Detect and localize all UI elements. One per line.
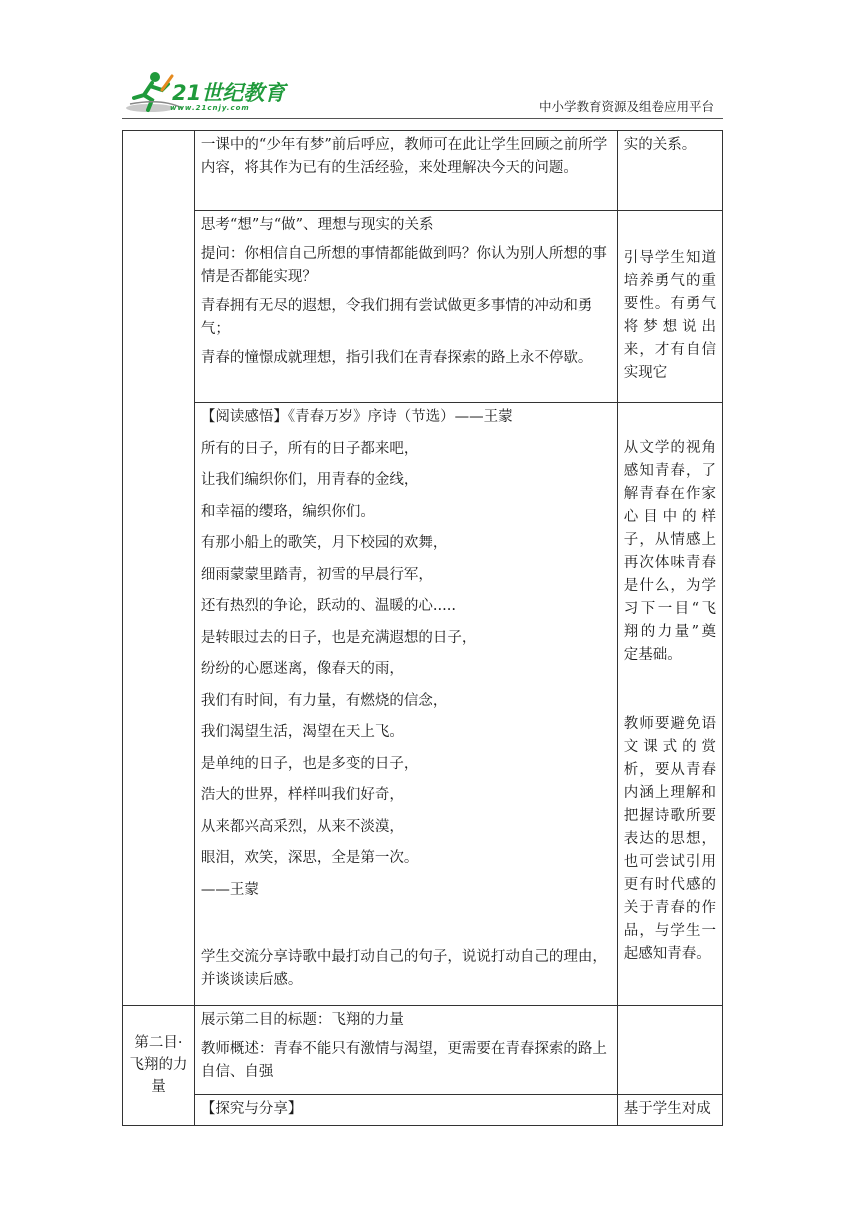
content-cell — [194, 131, 617, 211]
content-cell — [194, 1094, 617, 1125]
lesson-table — [122, 130, 723, 1126]
logo-url: www.21cnjy.com — [170, 104, 250, 112]
segment-cell — [123, 1005, 195, 1125]
poem-line: 还有热烈的争论，跃动的、温暖的心..... — [200, 598, 456, 614]
poem-line: 和幸福的缨珞，编织你们。 — [200, 503, 375, 520]
content-paragraph: 展示第二目的标题：飞翔的力量 — [200, 1011, 404, 1028]
content-paragraph: 青春的憧憬成就理想，指引我们在青春探索的路上永不停歇。 — [200, 350, 593, 366]
note-text: 实的关系。 — [623, 137, 697, 153]
note-text: 教师要避免语文课式的赏析，要从青春内涵上理解和把握诗歌所要表达的思想，也可尝试引用更有时代感的关于青春的作品，与学生一起感知青春。 — [623, 716, 716, 962]
note-cell — [617, 131, 722, 211]
poem-line: 纷纷的心愿迷离，像春天的雨， — [200, 661, 404, 677]
content-paragraph: 一课中的“少年有梦”前后呼应，教师可在此让学生回顾之前所学内容，将其作为已有的生活经验，来处理解决今天的问题。 — [200, 137, 608, 176]
poem-line: 是转眼过去的日子，也是充满遐想的日子， — [200, 629, 477, 646]
note-text: 从文学的视角感知青春，了解青春在作家心目中的样子，从情感上再次体味青春是什么，为学习下一目“飞翔的力量”奠定基础。 — [623, 440, 716, 663]
table-row — [123, 1005, 723, 1094]
content-cell — [194, 1005, 617, 1094]
segment-label: 第二目·飞翔的力量 — [129, 1034, 188, 1095]
poem-line: 我们渴望生活，渴望在天上飞。 — [200, 724, 404, 740]
poem-line: 从来都兴高采烈，从来不淡漠， — [200, 818, 404, 835]
content-paragraph: 思考“想”与“做”、理想与现实的关系 — [200, 217, 434, 233]
segment-cell-empty — [123, 131, 195, 1006]
content-paragraph: 青春拥有无尽的遐想，令我们拥有尝试做更多事情的冲动和勇气； — [200, 298, 593, 337]
content-paragraph: 教师概述：青春不能只有激情与渴望，更需要在青春探索的路上自信、自强 — [200, 1040, 607, 1080]
content-paragraph: 学生交流分享诗歌中最打动自己的句子，说说打动自己的理由，并谈谈读后感。 — [200, 949, 607, 988]
note-text: 基于学生对成 — [623, 1100, 711, 1117]
spacer — [201, 910, 611, 946]
poem-line: 浩大的世界，样样叫我们好奇， — [200, 787, 404, 803]
content-paragraph: 提问：你相信自己所想的事情都能做到吗？你认为别人所想的事情是否都能实现？ — [200, 246, 607, 285]
poem-line: 眼泪，欢笑，深思，全是第一次。 — [200, 850, 419, 866]
note-cell — [617, 211, 722, 403]
note-cell — [617, 1005, 722, 1094]
table-row — [123, 1094, 723, 1125]
content-cell — [194, 211, 617, 403]
poem-line: 所有的日子，所有的日子都来吧， — [200, 440, 419, 457]
table-row — [123, 403, 723, 1006]
content-cell — [194, 403, 617, 1006]
header-divider — [122, 118, 723, 119]
poem-line: 细雨蒙蒙里踏青，初雪的早晨行军， — [200, 566, 433, 583]
page-header — [0, 0, 860, 120]
spacer — [624, 667, 716, 713]
poem-author: ——王蒙 — [200, 881, 259, 898]
poem-line: 我们有时间，有力量，有燃烧的信念， — [200, 692, 448, 709]
note-cell — [617, 403, 722, 1006]
note-cell — [617, 1094, 722, 1125]
note-text: 引导学生知道培养勇气的重要性。有勇气将梦想说出来，才有自信实现它 — [623, 250, 716, 381]
content-paragraph: 【探究与分享】 — [200, 1100, 303, 1117]
platform-title: 中小学教育资源及组卷应用平台 — [539, 99, 715, 114]
poem-line: 让我们编织你们，用青春的金线， — [200, 472, 419, 488]
table-row — [123, 211, 723, 403]
poem-line: 有那小船上的歌笑，月下校园的欢舞， — [200, 535, 448, 551]
poem-line: 是单纯的日子，也是多变的日子， — [200, 755, 419, 772]
poem-title: 【阅读感悟】《青春万岁》序诗（节选）——王蒙 — [200, 409, 513, 425]
logo-text: 21世纪教育 — [172, 81, 286, 105]
table-row — [123, 131, 723, 211]
